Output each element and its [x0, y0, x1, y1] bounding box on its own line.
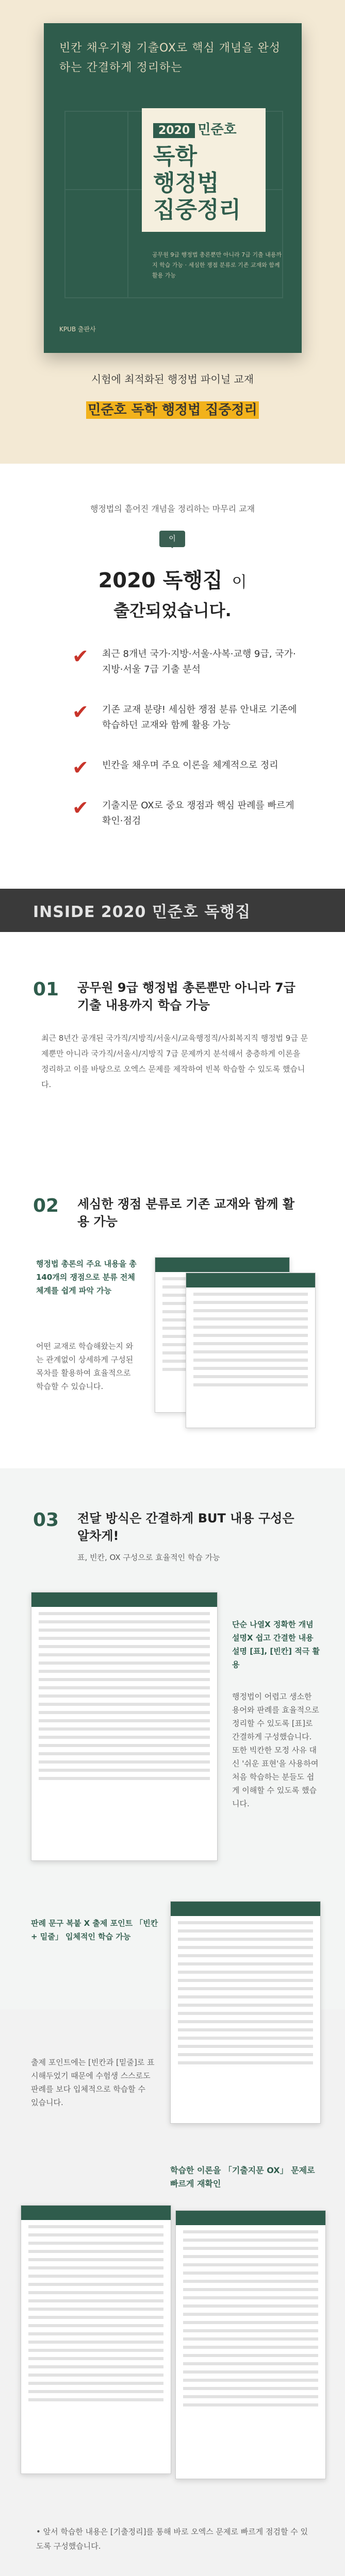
- year-badge: 2020: [153, 123, 195, 138]
- intro-subtitle: 행정법의 흩어진 개념을 정리하는 마무리 교재: [90, 504, 255, 514]
- section-title: 공무원 9급 행정법 총론뿐만 아니라 7급 기출 내용까지 학습 가능: [77, 980, 295, 1012]
- checkmark-icon: ✔: [72, 701, 89, 723]
- checkmark-icon: ✔: [72, 756, 89, 779]
- ox-sample-thumbnail: [21, 2205, 171, 2474]
- book-author: 민준호: [198, 122, 237, 138]
- book-title-line-3: 집중정리: [153, 197, 241, 223]
- note-heading: 판례 문구 복붙 X 출제 포인트 「빈칸 + 밑줄」 입체적인 학습 가능: [31, 1919, 158, 1941]
- sample-page-thumbnail: [170, 1901, 321, 2124]
- side-heading: 단순 나열X 정확한 개념 설명X 쉽고 간결한 내용 설명 [표], [빈칸] 적극 활용: [232, 1620, 320, 1669]
- intro-heading-main: 2020 독행집: [98, 569, 223, 592]
- ox-sample-thumbnail: [175, 2210, 326, 2479]
- intro-heading: [0, 564, 345, 594]
- hero-tagline: 시험에 최적화된 행정법 파이널 교재: [91, 373, 254, 385]
- thumbnail-header: [21, 2206, 171, 2220]
- feature-item-text: 최근 8개년 국가·지방·서울·사복·교행 9급, 국가·지방·서울 7급 기출 분석: [102, 649, 296, 675]
- thumbnail-lines: [176, 2230, 325, 2406]
- hero-title-highlight: 민준호 독학 행정법 집중정리: [86, 401, 259, 419]
- book-description: 공무원 9급 행정법 총론뿐만 아니라 7급 기출 내용까지 학습 가능 · 세심한 쟁점 분류로 기존 교재와 함께 활용 가능: [152, 251, 282, 279]
- feature-item: [72, 756, 299, 779]
- sample-page-thumbnail: [31, 1592, 218, 1861]
- book-blurb: 빈칸 채우기형 기출OX로 핵심 개념을 완성하는 간결하게 정리하는: [59, 42, 281, 74]
- thumbnail-lines: [186, 1293, 315, 1386]
- hero-title: [0, 399, 345, 418]
- book-publisher: KPUB 출판사: [59, 326, 96, 333]
- thumbnail-header: [186, 1273, 315, 1287]
- section-title: 전달 방식은 간결하게 BUT 내용 구성은 알차게!: [77, 1511, 294, 1543]
- ox-heading: 학습한 이론을 「기출지문 OX」 문제로 빠르게 재확인: [170, 2165, 315, 2189]
- thumbnail-lines: [171, 1921, 320, 2064]
- book-cover: [44, 23, 302, 353]
- section-body: 최근 8년간 공개된 국가직/지방직/서울시/교육행정직/사회복지직 행정법 9급 문제뿐만 아니라 국가직/서울시/지방직 7급 문제까지 분석해서 충층하게 이론을 정리하고 이를 바탕으로 오엑스 문제를 제작하여 빈복 학습할 수 있도록 했습니다.: [41, 1033, 308, 1089]
- section-callout: 행정법 총론의 주요 내용을 총 140개의 쟁점으로 분류 전체 체계를 쉽게 파악 가능: [36, 1259, 137, 1295]
- toc-thumbnail: [186, 1273, 316, 1428]
- note-body: 출제 포인트에는 [빈칸과 [밑줄]로 표시해두었기 때문에 수험생 스스로도 판례를 보다 입체적으로 학습할 수 있습니다.: [31, 2058, 155, 2107]
- intro-heading-suffix: 이: [232, 573, 247, 591]
- section-body: 어떤 교재로 학습해왔는지 와는 관계없이 상세하게 구성된 목차를 활용하여 효율적으로 학습할 수 있습니다.: [36, 1342, 134, 1391]
- checkmark-icon: ✔: [72, 645, 89, 668]
- feature-item: [72, 647, 299, 677]
- feature-check-list: [72, 647, 299, 854]
- feature-item-text: 빈칸을 채우며 주요 이론을 체계적으로 정리: [102, 760, 278, 771]
- intro-badge: 이: [159, 531, 185, 547]
- book-title-line-2: 행정법: [153, 170, 219, 196]
- section-title: 세심한 쟁점 분류로 기존 교재와 함께 활용 가능: [77, 1197, 295, 1229]
- feature-item: [72, 702, 299, 733]
- thumbnail-lines: [21, 2225, 171, 2401]
- thumbnail-lines: [31, 1612, 217, 1780]
- section-subtitle: 표, 빈칸, OX 구성으로 효율적인 학습 가능: [77, 1553, 220, 1562]
- inside-banner-label: INSIDE 2020 민준호 독행집: [33, 903, 251, 921]
- feature-item-text: 기존 교재 분량! 세심한 쟁점 분류 안내로 기존에 학습하던 교재와 함께 활용 가능: [102, 704, 297, 731]
- feature-item-text: 기출지문 OX로 중요 쟁점과 핵심 판례를 빠르게 확인·점검: [102, 800, 294, 826]
- thumbnail-header: [155, 1258, 289, 1272]
- thumbnail-header: [171, 1902, 320, 1916]
- section-number: 01: [33, 979, 59, 1000]
- book-title-box: [142, 108, 266, 232]
- section-number: 03: [33, 1510, 59, 1531]
- thumbnail-header: [31, 1592, 217, 1607]
- feature-item: [72, 798, 299, 829]
- footer-bullet-text: 앞서 학습한 내용은 [기출정리]를 통해 바로 오엑스 문제로 빠르게 점검할 수 있도록 구성했습니다.: [36, 2527, 308, 2551]
- section-number: 02: [33, 1195, 59, 1216]
- book-title-line-1: 독학: [153, 143, 198, 170]
- thumbnail-header: [176, 2211, 325, 2225]
- intro-heading-line-2: 출간되었습니다.: [113, 601, 232, 620]
- inside-banner: [0, 889, 345, 932]
- side-body: 행정법이 어렵고 생소한 용어와 판례를 효율적으로 정리할 수 있도록 [표]로 간결하게 구성했습니다. 또한 빅칸한 모정 사유 대신 '쉬운 표현'을 사용하여 처음 학습하는 분들도 쉽게 이해할 수 있도록 했습니다.: [232, 1692, 319, 1808]
- footer-bullet: [36, 2524, 315, 2553]
- hero-section: [0, 0, 345, 464]
- checkmark-icon: ✔: [72, 796, 89, 819]
- bullet-dot-icon: •: [36, 2527, 43, 2536]
